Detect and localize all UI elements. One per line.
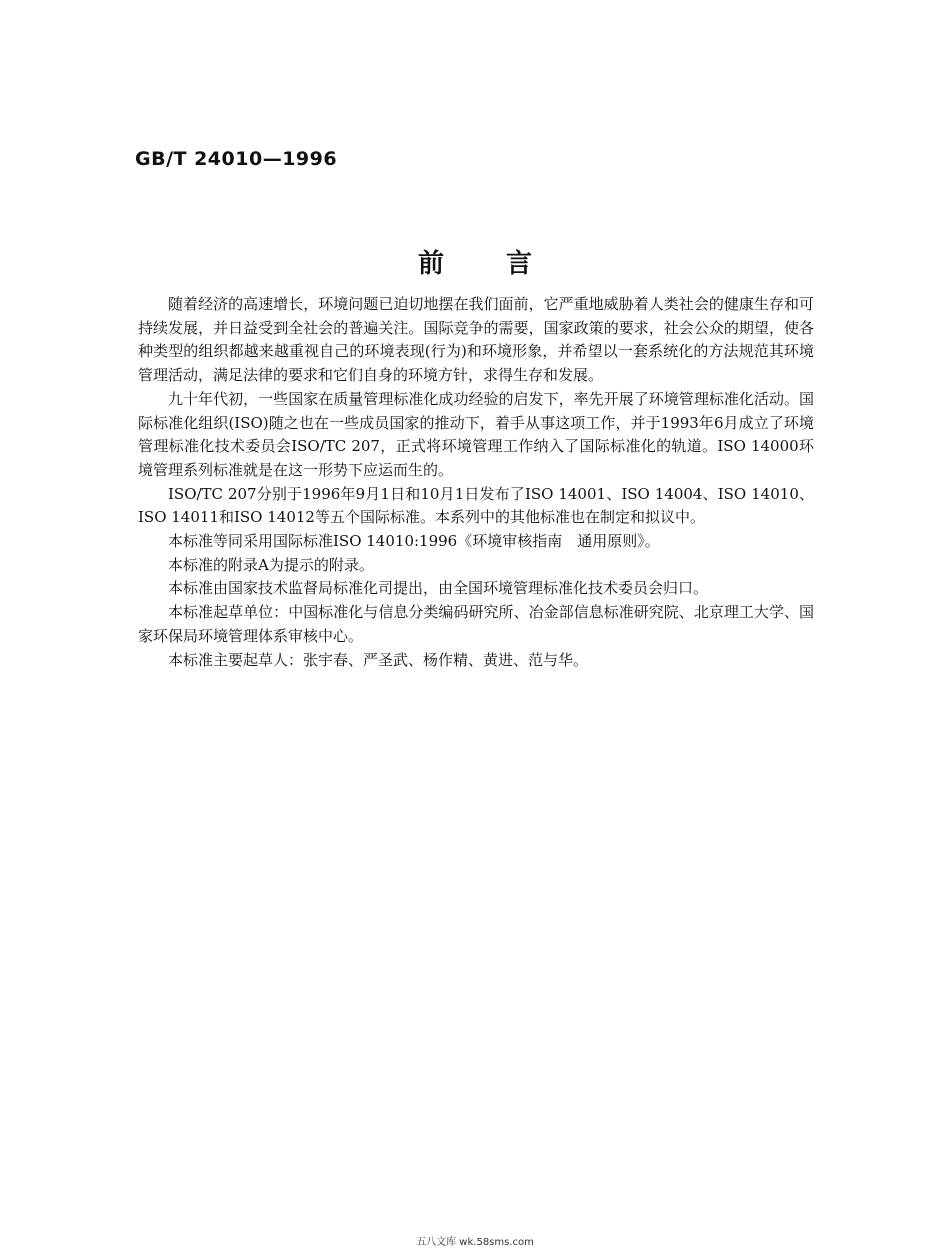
preface-body bbox=[138, 293, 814, 672]
paragraph: ISO/TC 207分别于1996年9月1日和10月1日发布了ISO 14001、ISO 14004、ISO 14010、ISO 14011和ISO 14012等五个国际标准。本系列中的其他标准也在制定和拟议中。 bbox=[138, 484, 814, 527]
paragraph: 本标准由国家技术监督局标准化司提出，由全国环境管理标准化技术委员会归口。 bbox=[168, 579, 709, 598]
paragraph: 九十年代初，一些国家在质量管理标准化成功经验的启发下，率先开展了环境管理标准化活动。国际标准化组织(ISO)随之也在一些成员国家的推动下，着手从事这项工作，并于1993年6月成立了环境管理标准化技术委员会ISO/TC 207，正式将环境管理工作纳入了国际标准化的轨道。ISO 14000环境管理系列标准就是在这一形势下应运而生的。 bbox=[138, 389, 814, 479]
standard-number: GB/T 24010—1996 bbox=[135, 148, 338, 170]
page-title: 前言 bbox=[417, 249, 594, 279]
footer-watermark: 五八文库 wk.58sms.com bbox=[416, 1237, 534, 1248]
paragraph: 本标准等同采用国际标准ISO 14010:1996《环境审核指南 通用原则》。 bbox=[168, 532, 660, 551]
paragraph: 随着经济的高速增长，环境问题已迫切地摆在我们面前，它严重地威胁着人类社会的健康生存和可持续发展，并日益受到全社会的普遍关注。国际竞争的需要，国家政策的要求，社会公众的期望，使各种类型的组织都越来越重视自己的环境表现(行为)和环境形象，并希望以一套系统化的方法规范其环境管理活动，满足法律的要求和它们自身的环境方针，求得生存和发展。 bbox=[138, 295, 814, 385]
paragraph: 本标准起草单位：中国标准化与信息分类编码研究所、冶金部信息标准研究院、北京理工大学、国家环保局环境管理体系审核中心。 bbox=[138, 603, 814, 645]
paragraph: 本标准主要起草人：张宇春、严圣武、杨作精、黄进、范与华。 bbox=[168, 650, 589, 669]
paragraph: 本标准的附录A为提示的附录。 bbox=[168, 555, 374, 574]
